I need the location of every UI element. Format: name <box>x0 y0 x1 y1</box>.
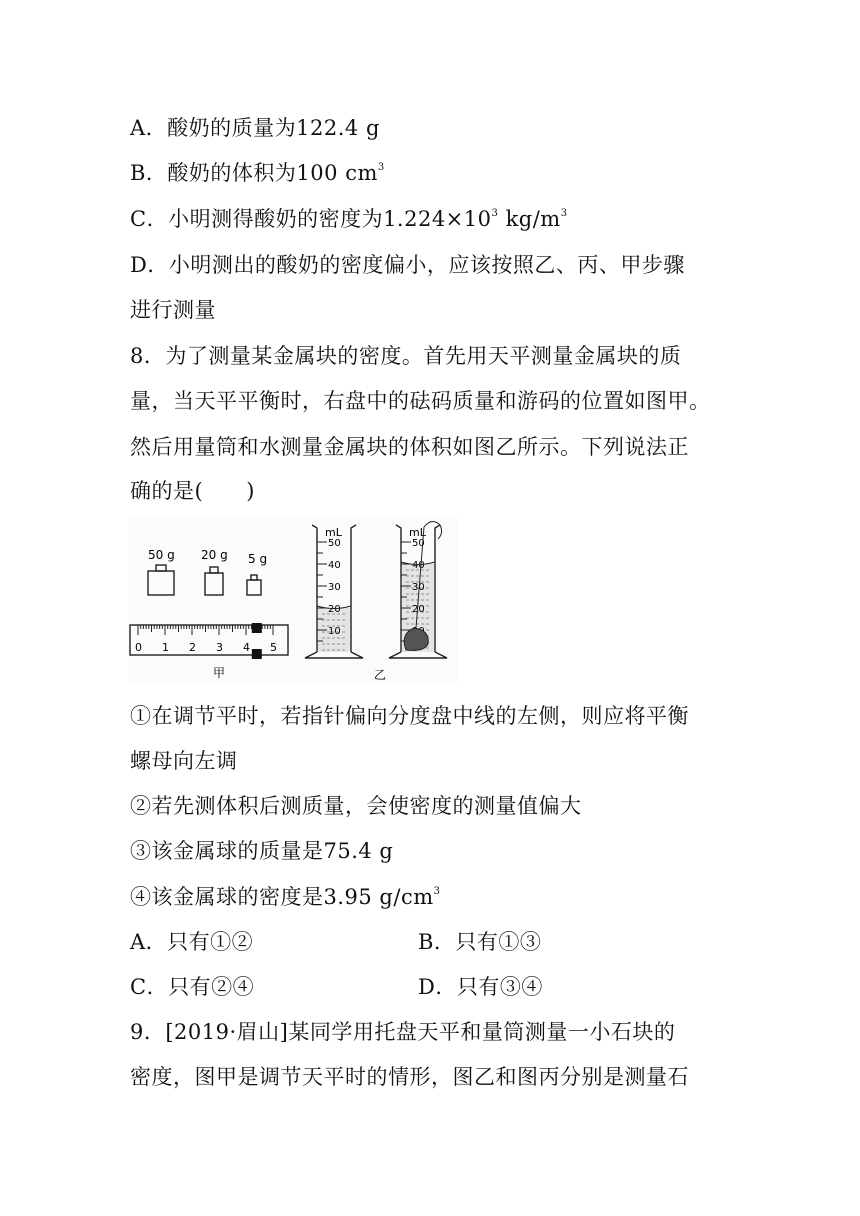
superscript: 3 <box>491 208 499 219</box>
cylinder-tick-label: 20 <box>412 604 425 615</box>
q7-option-d-line2: 进行测量 <box>130 298 216 322</box>
superscript: 3 <box>560 208 568 219</box>
q8-statement-1-line2: 螺母向左调 <box>130 749 238 773</box>
ruler-tick-label: 3 <box>216 641 223 654</box>
cylinder-tick-label: 30 <box>328 582 341 593</box>
q8-stem-line-2: 量，当天平平衡时，右盘中的砝码质量和游码的位置如图甲。 <box>130 389 711 413</box>
q7-option-c-text: C．小明测得酸奶的密度为1.224×10 <box>130 207 492 231</box>
q9-stem-line-1: 9．[2019·眉山]某同学用托盘天平和量筒测量一小石块的 <box>130 1020 676 1044</box>
cylinder-tick-label: 40 <box>412 560 425 571</box>
q8-statement-2: ②若先测体积后测质量，会使密度的测量值偏大 <box>130 794 582 818</box>
weight-label-50g: 50 g <box>148 548 175 562</box>
q8-stem-line-3: 然后用量筒和水测量金属块的体积如图乙所示。下列说法正 <box>130 435 689 459</box>
q8-option-b: B．只有①③ <box>418 930 542 954</box>
ruler-tick-label: 5 <box>270 641 277 654</box>
figure-label-yi: 乙 <box>374 668 387 682</box>
q8-option-d: D．只有③④ <box>418 975 543 999</box>
q8-option-a: A．只有①② <box>130 930 254 954</box>
q9-stem-line-2: 密度，图甲是调节天平时的情形，图乙和图丙分别是测量石 <box>130 1065 689 1089</box>
cylinder-unit: mL <box>325 526 342 539</box>
weight-label-20g: 20 g <box>201 548 228 562</box>
q8-figure <box>128 517 458 683</box>
cylinder-tick-label: 30 <box>412 582 425 593</box>
cylinder-tick-label: 40 <box>328 560 341 571</box>
q8-statement-3: ③该金属球的质量是75.4 g <box>130 839 394 863</box>
ruler-tick-label: 2 <box>189 641 196 654</box>
q7-option-b <box>130 160 385 186</box>
cylinder-tick-label: 50 <box>412 538 425 549</box>
cylinder-tick-label: 10 <box>328 626 341 637</box>
q8-statement-1-line1: ①在调节平时，若指针偏向分度盘中线的左侧，则应将平衡 <box>130 704 689 728</box>
rider-marker <box>252 623 262 633</box>
q7-option-b-text: B．酸奶的体积为100 cm <box>130 161 378 185</box>
q8-statement-4 <box>130 884 441 910</box>
ruler-tick-label: 1 <box>162 641 169 654</box>
q8-statement-4-text: ④该金属球的密度是3.95 g/cm <box>130 885 434 909</box>
q8-stem-line-4: 确的是( ) <box>130 479 255 503</box>
weight-label-5g: 5 g <box>248 552 268 566</box>
q7-option-a: A．酸奶的质量为122.4 g <box>130 116 380 140</box>
q7-option-c <box>130 206 568 232</box>
superscript: 3 <box>377 162 385 173</box>
cylinder-unit: mL <box>409 526 426 539</box>
q8-stem-line-1: 8．为了测量某金属块的密度。首先用天平测量金属块的质 <box>130 344 682 368</box>
q8-option-c: C．只有②④ <box>130 975 255 999</box>
ruler-tick-label: 0 <box>135 641 142 654</box>
superscript: 3 <box>433 886 441 897</box>
rider-marker <box>252 649 262 659</box>
ruler-tick-label: 4 <box>243 641 250 654</box>
cylinder-tick-label: 20 <box>328 604 341 615</box>
figure-label-jia: 甲 <box>213 666 226 680</box>
q7-option-c-unit: kg/m <box>498 207 561 231</box>
q7-option-d-line1: D．小明测出的酸奶的密度偏小，应该按照乙、丙、甲步骤 <box>130 253 685 277</box>
cylinder-tick-label: 50 <box>328 538 341 549</box>
